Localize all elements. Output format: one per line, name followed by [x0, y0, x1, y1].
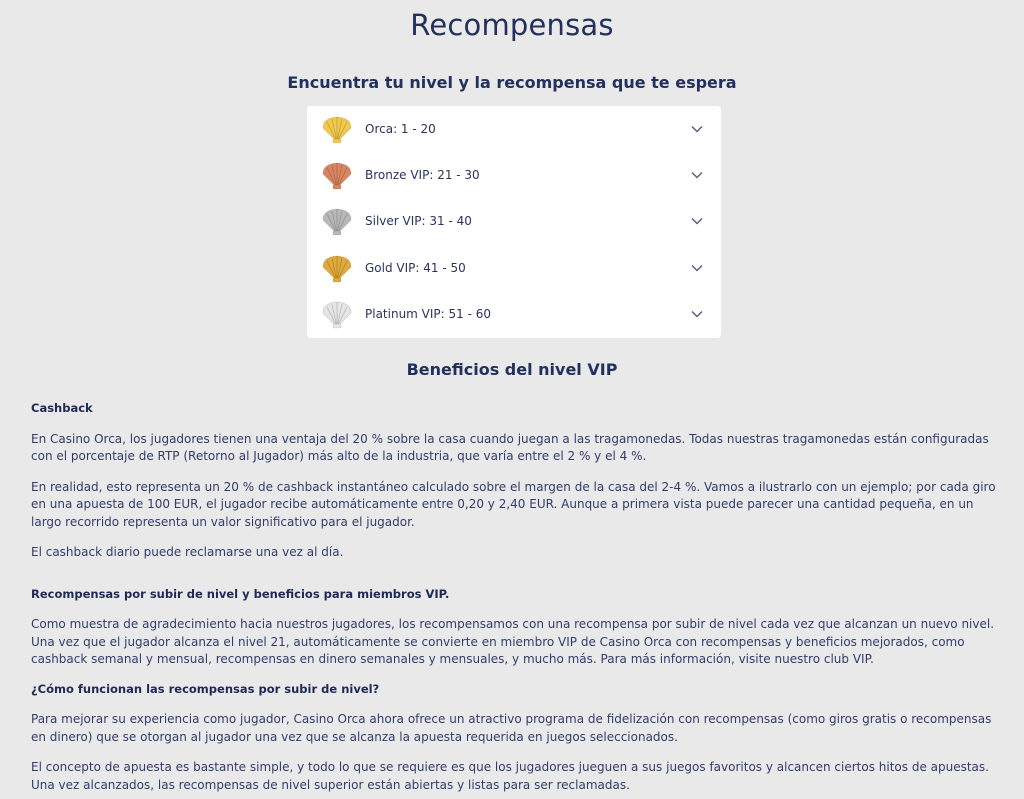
page-title: Recompensas [410, 8, 614, 42]
cashback-heading: Cashback [31, 401, 93, 415]
chevron-down-icon[interactable] [691, 171, 703, 179]
level-label: Orca: 1 - 20 [365, 122, 436, 137]
gold-vip-shell-icon [319, 253, 355, 283]
level-row[interactable] [307, 291, 721, 337]
page-subtitle: Encuentra tu nivel y la recompensa que te espera [287, 73, 737, 92]
level-row[interactable] [307, 198, 721, 244]
levelup-paragraph-1: Como muestra de agradecimiento hacia nuestros jugadores, los recompensamos con una recompensa por subir de nivel cada vez que alcanzan un nuevo nivel. Una vez que el jugador alcanza el nivel 21, automáticamente se convierte en miembro VIP de Casino Orca con recompensas y beneficios mejorados, como cashback semanal y mensual, recompensas en dinero semanales y mensuales, y mucho más. Para más información, visite nuestro club VIP. [31, 617, 995, 666]
cashback-paragraph-2: En realidad, esto representa un 20 % de cashback instantáneo calculado sobre el margen de la casa del 2-4 %. Vamos a ilustrarlo con un ejemplo; por cada giro en una apuesta de 100 EUR, el jugador recibe automáticamente entre 0,20 y 2,40 EUR. Aunque a primera vista puede parecer una cantidad pequeña, en un largo recorrido representa un valor significativo para el jugador. [31, 479, 996, 529]
chevron-down-icon[interactable] [691, 264, 703, 272]
cashback-paragraph-1: En Casino Orca, los jugadores tienen una ventaja del 20 % sobre la casa cuando juegan a las tragamonedas. Todas nuestras tragamonedas están configuradas con el porcentaje de RTP (Retorno al Jugador) más alto de la industria, que varía entre el 2 % y el 4 %. [31, 431, 989, 463]
level-row[interactable] [307, 152, 721, 198]
platinum-shell-icon [319, 299, 355, 329]
benefits-content [31, 398, 996, 794]
gold-shell-icon [319, 114, 355, 144]
levelup-heading: Recompensas por subir de nivel y beneficios para miembros VIP. [31, 586, 450, 601]
chevron-down-icon[interactable] [691, 217, 703, 225]
chevron-down-icon[interactable] [691, 310, 703, 318]
how-paragraph-2: El concepto de apuesta es bastante simple, y todo lo que se requiere es que los jugadores jueguen a sus juegos favoritos y alcancen ciertos hitos de apuestas. Una vez alcanzados, las recompensas de nivel superior están abiertas y listas para ser reclamadas. [31, 760, 989, 792]
level-row[interactable] [307, 245, 721, 291]
level-label: Silver VIP: 31 - 40 [365, 214, 472, 229]
level-label: Gold VIP: 41 - 50 [365, 260, 466, 275]
level-label: Platinum VIP: 51 - 60 [365, 306, 492, 321]
how-heading: ¿Cómo funcionan las recompensas por subir de nivel? [31, 681, 380, 696]
silver-shell-icon [319, 206, 355, 236]
level-label: Bronze VIP: 21 - 30 [365, 168, 480, 183]
chevron-down-icon[interactable] [691, 125, 703, 133]
benefits-title: Beneficios del nivel VIP [406, 360, 618, 379]
how-paragraph-1: Para mejorar su experiencia como jugador, Casino Orca ahora ofrece un atractivo programa de fidelización con recompensas (como giros gratis o recompensas en dinero) que se otorgan al jugador una vez que se alcanza la apuesta requerida en juegos seleccionados. [31, 712, 992, 744]
cashback-paragraph-3: El cashback diario puede reclamarse una vez al día. [31, 545, 344, 559]
level-row[interactable] [307, 106, 721, 152]
levels-accordion [307, 106, 721, 338]
bronze-shell-icon [319, 160, 355, 190]
